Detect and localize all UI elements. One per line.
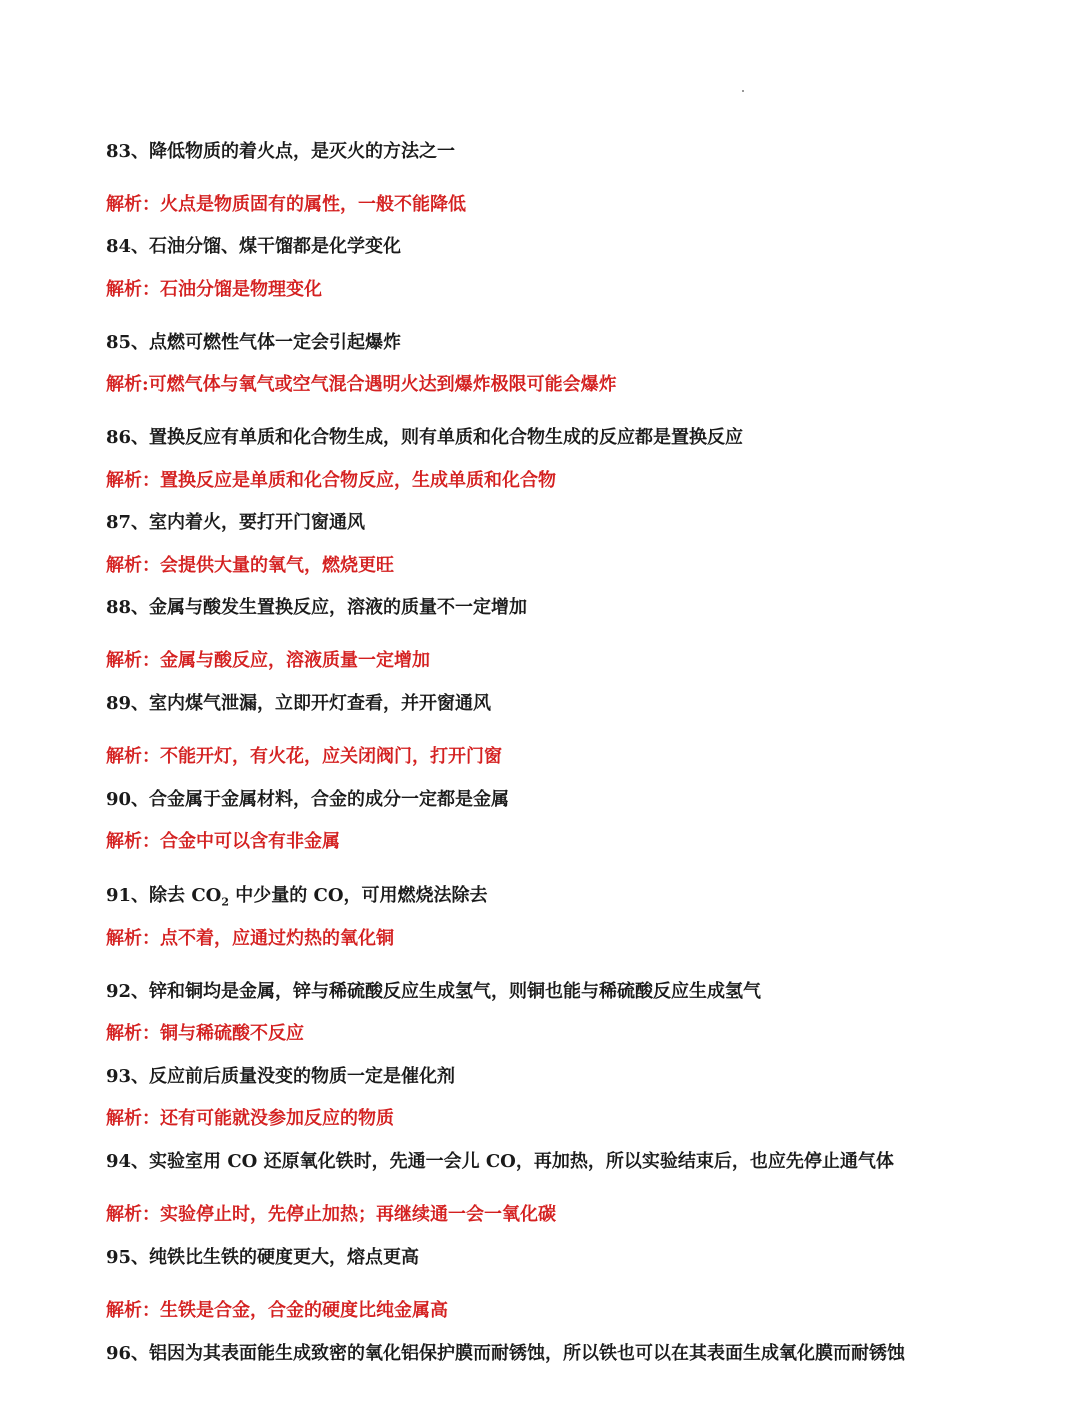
question-95: 95、纯铁比生铁的硬度更大，熔点更高	[106, 1247, 420, 1268]
question-90: 90、合金属于金属材料，合金的成分一定都是金属	[106, 789, 510, 810]
question-92: 92、锌和铜均是金属，锌与稀硫酸反应生成氢气，则铜也能与稀硫酸反应生成氢气	[106, 981, 762, 1002]
question-84: 84、石油分馏、煤干馏都是化学变化	[106, 236, 402, 257]
question-91	[106, 884, 488, 908]
question-96: 96、铝因为其表面能生成致密的氧化铝保护膜而耐锈蚀，所以铁也可以在其表面生成氧化膜而耐锈蚀	[106, 1343, 906, 1364]
question-88: 88、金属与酸发生置换反应，溶液的质量不一定增加	[106, 597, 528, 618]
answer-95: 解析：生铁是合金，合金的硬度比纯金属高	[106, 1300, 448, 1321]
answer-84: 解析：石油分馏是物理变化	[106, 279, 322, 300]
answer-90: 解析：合金中可以含有非金属	[106, 831, 340, 852]
question-93: 93、反应前后质量没变的物质一定是催化剂	[106, 1066, 456, 1087]
answer-94: 解析：实验停止时，先停止加热；再继续通一会一氧化碳	[106, 1204, 556, 1225]
answer-88: 解析：金属与酸反应，溶液质量一定增加	[106, 650, 430, 671]
answer-92: 解析：铜与稀硫酸不反应	[106, 1023, 304, 1044]
question-85: 85、点燃可燃性气体一定会引起爆炸	[106, 332, 402, 353]
question-83: 83、降低物质的着火点，是灭火的方法之一	[106, 141, 456, 162]
scan-speck	[742, 90, 744, 92]
question-91-post: 中少量的 CO，可用燃烧法除去	[228, 885, 488, 906]
answer-89: 解析：不能开灯，有火花，应关闭阀门，打开门窗	[106, 746, 502, 767]
answer-87: 解析：会提供大量的氧气，燃烧更旺	[106, 555, 394, 576]
question-94: 94、实验室用 CO 还原氧化铁时，先通一会儿 CO，再加热，所以实验结束后，也应先停止通气体	[106, 1151, 894, 1172]
answer-83: 解析：火点是物质固有的属性，一般不能降低	[106, 194, 466, 215]
answer-93: 解析：还有可能就没参加反应的物质	[106, 1108, 394, 1129]
question-86: 86、置换反应有单质和化合物生成，则有单质和化合物生成的反应都是置换反应	[106, 427, 744, 448]
question-91-pre: 91、除去 CO	[106, 885, 222, 906]
answer-91: 解析：点不着，应通过灼热的氧化铜	[106, 928, 394, 949]
answer-86: 解析：置换反应是单质和化合物反应，生成单质和化合物	[106, 470, 556, 491]
answer-85: 解析:可燃气体与氧气或空气混合遇明火达到爆炸极限可能会爆炸	[106, 374, 617, 395]
question-91-subscript: 2	[221, 895, 229, 909]
question-89: 89、室内煤气泄漏，立即开灯查看，并开窗通风	[106, 693, 492, 714]
question-87: 87、室内着火，要打开门窗通风	[106, 512, 366, 533]
